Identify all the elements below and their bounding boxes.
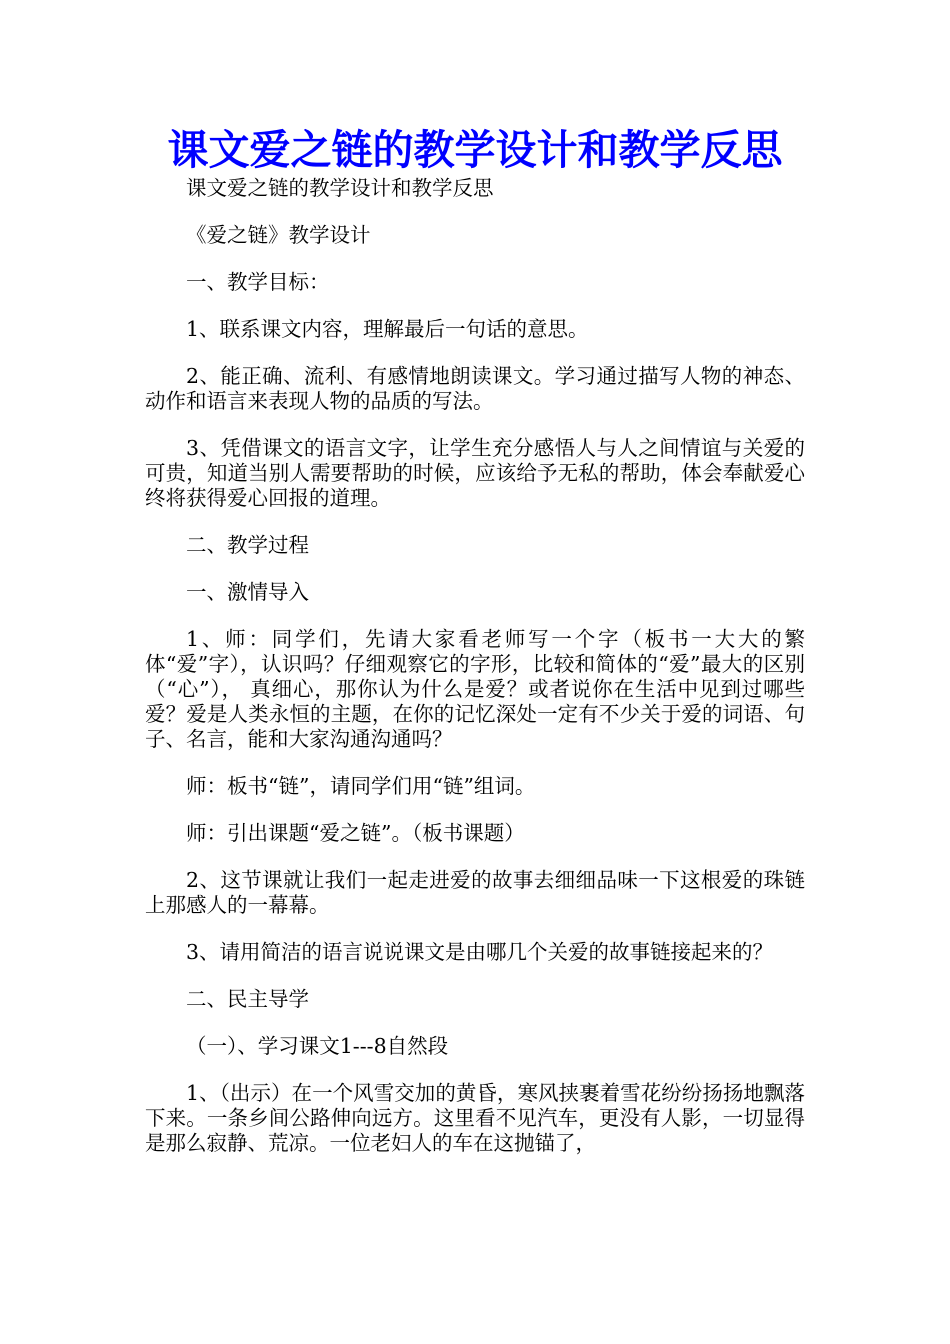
paragraph: 2、这节课就让我们一起走进爱的故事去细细品味一下这根爱的珠链上那感人的一幕幕。 [145,868,805,917]
paragraph: 2、能正确、流利、有感情地朗读课文。学习通过描写人物的神态、动作和语言来表现人物的品质的写法。 [145,364,805,413]
paragraph: 3、凭借课文的语言文字，让学生充分感悟人与人之间情谊与关爱的可贵，知道当别人需要帮助的时候，应该给予无私的帮助，体会奉献爱心终将获得爱心回报的道理。 [145,436,805,510]
paragraph: 师：板书“链”，请同学们用“链”组词。 [186,774,536,798]
paragraph: 一、激情导入 [186,580,309,604]
paragraph: 二、民主导学 [186,987,309,1011]
document-title: 课文爱之链的教学设计和教学反思 [167,126,783,174]
paragraph: 师：引出课题“爱之链”。（板书课题） [186,821,525,845]
paragraph: 1、（出示）在一个风雪交加的黄昏，寒风挟裹着雪花纷纷扬扬地飘落下来。一条乡间公路伸向远方。这里看不见汽车，更没有人影，一切显得是那么寂静、荒凉。一位老妇人的车在这抛锚了， [145,1081,805,1155]
paragraph: 《爱之链》教学设计 [186,223,371,247]
paragraph: （一）、学习课文1---8自然段 [186,1034,449,1058]
paragraph: 3、请用简洁的语言说说课文是由哪几个关爱的故事链接起来的？ [186,940,774,964]
document-body [145,176,805,1156]
paragraph: 二、教学过程 [186,533,309,557]
paragraph: 一、教学目标： [186,270,330,294]
paragraph: 1、联系课文内容，理解最后一句话的意思。 [186,317,589,341]
paragraph: 课文爱之链的教学设计和教学反思 [186,176,494,200]
paragraph: 1、师：同学们，先请大家看老师写一个字（板书一大大的繁体“爱”字），认识吗？仔细观察它的字形，比较和简体的“爱”最大的区别（“心”）， 真细心，那你认为什么是爱？或者说你在生活中见到过哪些爱？爱是人类永恒的主题，在你的记忆深处一定有不少关于爱的词语、句子、名言，能和大家沟通沟通吗？ [145,627,805,751]
